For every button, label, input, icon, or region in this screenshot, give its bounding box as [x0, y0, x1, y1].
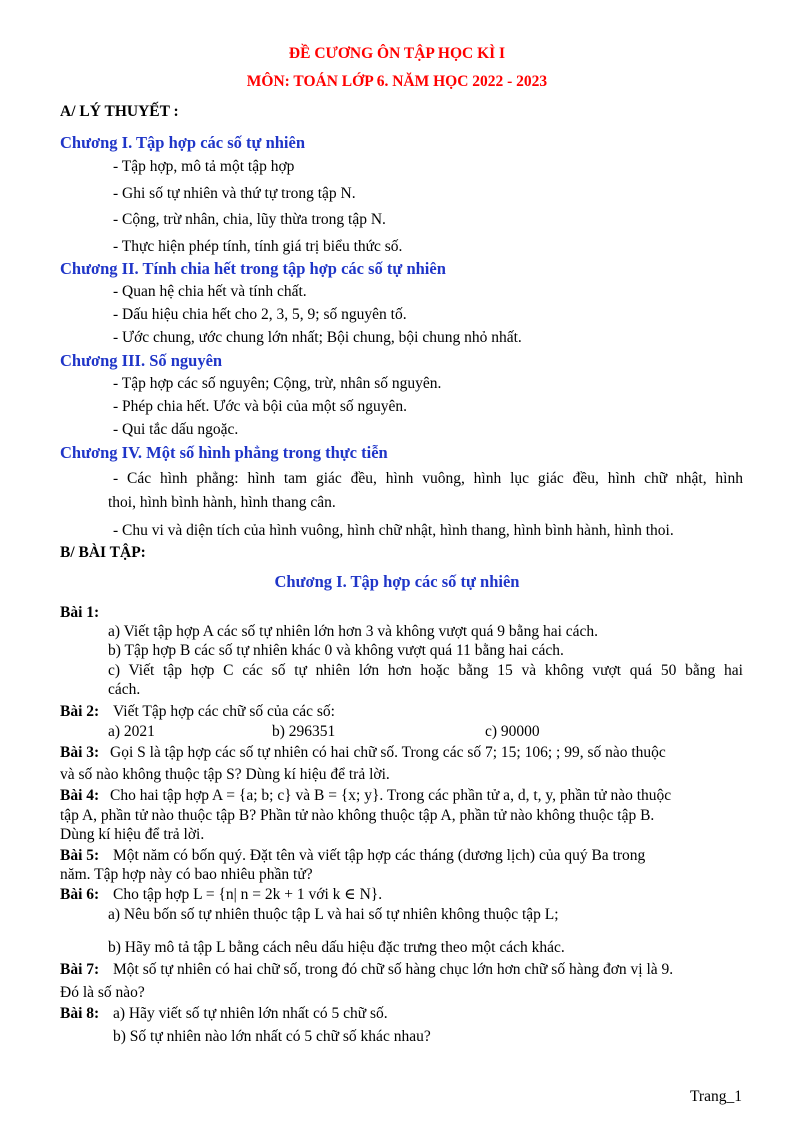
exercise-8-a: a) Hãy viết số tự nhiên lớn nhất có 5 chữ số. [113, 1005, 388, 1022]
chapter-2-heading: Chương II. Tính chia hết trong tập hợp các số tự nhiên [60, 259, 446, 278]
exercise-2-label: Bài 2: [60, 703, 100, 720]
section-b-chapter-heading: Chương I. Tập hợp các số tự nhiên [274, 572, 520, 591]
list-item: - Ghi số tự nhiên và thứ tự trong tập N. [113, 185, 356, 202]
exercise-3-label: Bài 3: [60, 744, 100, 761]
doc-title: ĐỀ CƯƠNG ÔN TẬP HỌC KÌ I [288, 45, 506, 62]
exercise-2-text: Viết Tập hợp các chữ số của các số: [113, 703, 335, 720]
exercise-3-text: Gọi S là tập hợp các số tự nhiên có hai chữ số. Trong các số 7; 15; 106; ; 99, số nào thuộc [110, 744, 666, 761]
exercise-6-b: b) Hãy mô tả tập L bằng cách nêu dấu hiệu đặc trưng theo một cách khác. [108, 939, 565, 956]
list-item: - Tập hợp các số nguyên; Cộng, trừ, nhân số nguyên. [113, 375, 442, 392]
exercise-4-text-continuation: Dùng kí hiệu để trả lời. [60, 826, 205, 843]
exercise-8-b: b) Số tự nhiên nào lớn nhất có 5 chữ số khác nhau? [113, 1028, 431, 1045]
list-item: - Các hình phẳng: hình tam giác đều, hình vuông, hình lục giác đều, hình chữ nhật, hình [113, 470, 743, 487]
page-number: Trang_1 [690, 1088, 742, 1105]
exercise-1-c-continuation: cách. [108, 681, 141, 698]
list-item: - Phép chia hết. Ước và bội của một số nguyên. [113, 398, 407, 415]
exercise-5-text-continuation: năm. Tập hợp này có bao nhiêu phần tử? [60, 866, 313, 883]
list-item: - Tập hợp, mô tả một tập hợp [113, 158, 295, 175]
exercise-7-text: Một số tự nhiên có hai chữ số, trong đó chữ số hàng chục lớn hơn chữ số hàng đơn vị là 9. [113, 961, 674, 978]
chapter-1-heading: Chương I. Tập hợp các số tự nhiên [60, 133, 306, 152]
exercise-5-text: Một năm có bốn quý. Đặt tên và viết tập hợp các tháng (dương lịch) của quý Ba trong [113, 847, 646, 864]
exercise-5-label: Bài 5: [60, 847, 100, 864]
exercise-8-label: Bài 8: [60, 1005, 100, 1022]
list-item: - Qui tắc dấu ngoặc. [113, 421, 239, 438]
exercise-6-a: a) Nêu bốn số tự nhiên thuộc tập L và hai số tự nhiên không thuộc tập L; [108, 906, 559, 923]
list-item: - Thực hiện phép tính, tính giá trị biểu thức số. [113, 238, 403, 255]
list-item: - Cộng, trừ nhân, chia, lũy thừa trong tập N. [113, 211, 386, 228]
section-a-heading: A/ LÝ THUYẾT : [60, 103, 179, 120]
exercise-4-label: Bài 4: [60, 787, 100, 804]
exercise-7-text-continuation: Đó là số nào? [60, 984, 145, 1001]
exercise-6-text: Cho tập hợp L = {n| n = 2k + 1 với k ∈ N}. [113, 886, 383, 903]
exercise-7-label: Bài 7: [60, 961, 100, 978]
doc-subtitle: MÔN: TOÁN LỚP 6. NĂM HỌC 2022 - 2023 [246, 73, 548, 90]
chapter-4-heading: Chương IV. Một số hình phẳng trong thực tiễn [60, 443, 388, 462]
list-item-continuation: thoi, hình bình hành, hình thang cân. [108, 494, 336, 511]
section-b-heading: B/ BÀI TẬP: [60, 544, 146, 561]
list-item: - Ước chung, ước chung lớn nhất; Bội chung, bội chung nhỏ nhất. [113, 329, 522, 346]
exercise-2-a: a) 2021 [108, 723, 155, 740]
chapter-3-heading: Chương III. Số nguyên [60, 351, 223, 370]
exercise-2-c: c) 90000 [485, 723, 540, 740]
exercise-4-text: Cho hai tập hợp A = {a; b; c} và B = {x; y}. Trong các phần tử a, d, t, y, phần tử nào thuộc [110, 787, 672, 804]
exercise-6-label: Bài 6: [60, 886, 100, 903]
list-item: - Chu vi và diện tích của hình vuông, hình chữ nhật, hình thang, hình bình hành, hình thoi. [113, 522, 674, 539]
exercise-1-label: Bài 1: [60, 604, 100, 621]
exercise-2-b: b) 296351 [272, 723, 336, 740]
list-item: - Dấu hiệu chia hết cho 2, 3, 5, 9; số nguyên tố. [113, 306, 407, 323]
exercise-1-c: c) Viết tập hợp C các số tự nhiên lớn hơn hoặc bằng 15 và không vượt quá 50 bằng hai [108, 662, 743, 679]
exercise-4-text-continuation: tập A, phần tử nào thuộc tập B? Phần tử nào không thuộc tập A, phần tử nào không thuộc tập B. [60, 807, 655, 824]
exercise-1-a: a) Viết tập hợp A các số tự nhiên lớn hơn 3 và không vượt quá 9 bằng hai cách. [108, 623, 599, 640]
list-item: - Quan hệ chia hết và tính chất. [113, 283, 307, 300]
exercise-3-text-continuation: và số nào không thuộc tập S? Dùng kí hiệu để trả lời. [60, 766, 390, 783]
exercise-1-b: b) Tập hợp B các số tự nhiên khác 0 và không vượt quá 11 bằng hai cách. [108, 642, 564, 659]
